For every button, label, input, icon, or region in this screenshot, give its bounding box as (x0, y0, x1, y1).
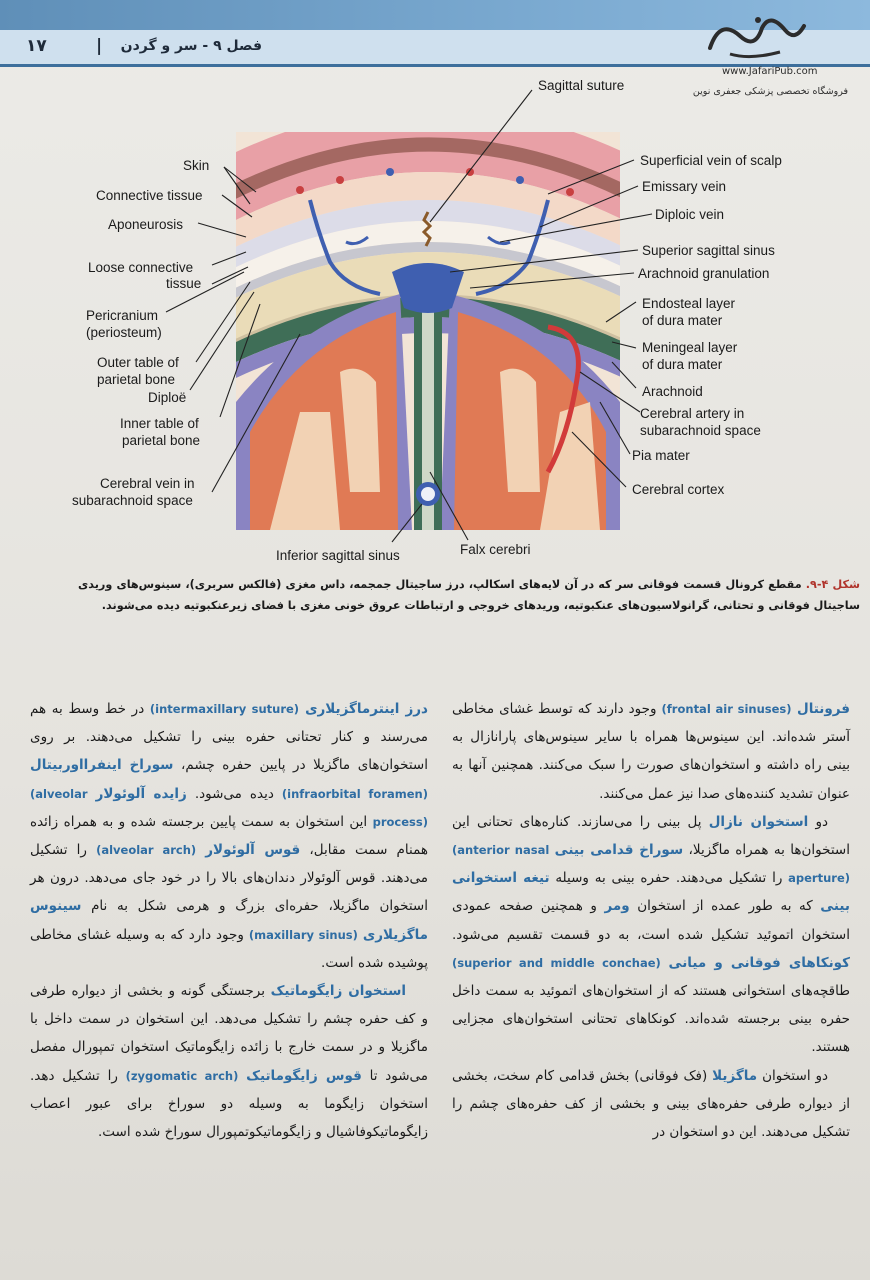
keyword-term: فرونتال (791, 701, 850, 717)
logo-shop-name: فروشگاه تخصصی پزشکی جعفری نوین (692, 86, 848, 97)
keyword-term: تیغه استخوانی بینی (452, 870, 850, 915)
english-term: (alveolar arch) (96, 843, 197, 858)
label-arachnoid: Arachnoid (642, 384, 703, 399)
text-run: دو (808, 813, 829, 830)
right-text-column (452, 695, 850, 1146)
keyword-term: ومر (604, 898, 630, 915)
label-aponeurosis: Aponeurosis (108, 217, 184, 232)
left-text-column (30, 695, 428, 1146)
label-superficial-vein: Superficial vein of scalp (640, 153, 782, 168)
scalp-cross-section-figure (0, 72, 870, 580)
text-run (196, 842, 205, 858)
label-cerebral-artery-2: subarachnoid space (640, 423, 761, 438)
english-term: (alveolar process) (30, 786, 428, 829)
label-outer-table-2: parietal bone (97, 372, 176, 387)
label-emissary-vein: Emissary vein (642, 179, 727, 194)
keyword-term: زایده آلوئولار (95, 785, 187, 802)
text-run: که به طور عمده از استخوان (629, 898, 821, 915)
text-run: در خط وسط به هم می‌رسند و کنار تحتانی حفره بینی را تشکیل می‌دهند. بر روی استخوان‌های ماگزیلا در پایین حفره چشم، (30, 701, 428, 774)
label-cerebral-vein-1: Cerebral vein in (100, 476, 195, 491)
left-paragraph-1 (30, 695, 428, 977)
text-run: طاقچه‌های استخوانی هستند که از استخوان‌های اتموئید به سمت داخل حفره بینی برجسته شده‌اند. کونکاهای تحتانی استخوان‌های مجزایی هستند. (452, 983, 850, 1056)
keyword-term: قوس زایگوماتیک (246, 1067, 362, 1084)
label-diploe: Diploë (148, 390, 187, 405)
right-paragraph-1 (452, 695, 850, 808)
caption-line-2: ساجیتال فوقانی و تحتانی، گرانولاسیون‌های عنکبوتیه، وریدهای خروجی و ارتباطات عروق خونی مغزی با فضای زیرعنکبوتیه دیده می‌شوند. (101, 599, 860, 612)
chapter-title: فصل ۹ - سر و گردن (120, 38, 262, 54)
label-pericranium-2: (periosteum) (86, 325, 162, 340)
label-meningeal-1: Meningeal layer (642, 340, 738, 355)
keyword-term: درز اینترماگزیلاری (299, 701, 428, 717)
figure-number: شکل ۴-۹. (805, 578, 861, 591)
caption-line-1: مقطع کرونال قسمت فوقانی سر که در آن لایه‌های اسکالپ، درز ساجیتال جمجمه، داس مغزی (فالکس سربری)، سینوس‌های وریدی (78, 578, 802, 591)
label-inner-table-1: Inner table of (120, 416, 199, 431)
text-run: (فک فوقانی) بخش قدامی کام سخت، بخشی از دیواره طرفی حفره‌های بینی و بخشی از کف حفره‌های چشم را تشکیل می‌دهند. این دو استخوان در (452, 1067, 850, 1141)
right-paragraph-3 (452, 1062, 850, 1147)
text-run: دو استخوان (757, 1067, 829, 1084)
text-run: این استخوان به سمت پایین برجسته شده و به همراه زائده همنام سمت مقابل، (30, 813, 428, 859)
header-separator: | (96, 36, 103, 56)
label-pericranium-1: Pericranium (86, 308, 159, 323)
label-falx-cerebri: Falx cerebri (460, 542, 531, 557)
label-superior-sagittal-sinus: Superior sagittal sinus (642, 243, 775, 258)
label-arachnoid-granulation: Arachnoid granulation (638, 266, 770, 281)
figure-caption (78, 574, 860, 616)
label-inner-table-2: parietal bone (122, 433, 201, 448)
right-paragraph-2 (452, 808, 850, 1062)
text-run (88, 786, 96, 802)
text-run: وجود دارند که توسط غشای مخاطی آستر شده‌اند. این سینوس‌ها همراه با سایر سینوس‌های پارانازال به بینی راه داشته و استخوان‌های صورت را سبک می‌کنند. همچنین آنها به عنوان تشدید کننده‌های صدا نیز عمل می‌کنند. (452, 701, 850, 802)
publisher-logo (700, 8, 810, 64)
label-loose-connective-2: tissue (166, 276, 202, 291)
keyword-term: قوس آلوئولار (205, 842, 301, 859)
keyword-term: سوراخ اینفرااوربیتال (30, 757, 174, 774)
logo-url: www.JafariPub.com (722, 66, 818, 77)
english-term: (infraorbital foramen) (281, 786, 428, 801)
text-run: را تشکیل می‌دهند. حفره بینی به وسیله (549, 870, 789, 887)
text-run: را تشکیل دهد. استخوان زایگوما به وسیله دو سوراخ برای عبور اعصاب زایگوماتیکوفاشیال و زایگوماتیکوتمپورال سوراخ شده است. (30, 1067, 428, 1141)
label-loose-connective-1: Loose connective (88, 260, 194, 275)
label-cerebral-vein-2: subarachnoid space (72, 493, 193, 508)
text-run: و همچنین صفحه عمودی استخوان اتموئید تشکیل شده است، به دو قسمت تقسیم می‌شود. (452, 898, 850, 943)
english-term: (frontal air sinuses) (661, 702, 792, 716)
label-connective-tissue: Connective tissue (96, 188, 203, 203)
label-skin: Skin (183, 158, 210, 173)
text-run (661, 955, 669, 971)
label-diploic-vein: Diploic vein (655, 207, 725, 222)
text-run: پل بینی را می‌سازند. کناره‌های تحتانی این استخوان‌ها به همراه ماگزیلا، (452, 813, 850, 859)
text-run: وجود دارد که به وسیله غشای مخاطی پوشیده شده است. (30, 926, 428, 971)
label-inferior-sagittal-sinus: Inferior sagittal sinus (276, 548, 400, 563)
keyword-term: استخوان زایگوماتیک (270, 983, 407, 1000)
keyword-term: سینوس ماگزیلاری (30, 898, 429, 943)
label-endosteal-1: Endosteal layer (642, 296, 736, 311)
page-number: ۱۷ (26, 36, 47, 56)
label-endosteal-2: of dura mater (642, 313, 723, 328)
text-run: دیده می‌شود. (186, 785, 282, 802)
label-pia-mater: Pia mater (632, 448, 690, 463)
text-run (238, 1068, 246, 1084)
english-term: (intermaxillary suture) (149, 702, 300, 716)
label-outer-table-1: Outer table of (97, 355, 179, 370)
text-run: برجستگی گونه و بخشی از دیواره طرفی و کف حفره چشم را تشکیل می‌دهد. این استخوان در سمت داخل با ماگزیلا و در سمت خارج با زائده زایگوماتیک استخوان تمپورال مفصل می‌شود تا (30, 983, 429, 1084)
english-term: (maxillary sinus) (248, 927, 358, 942)
keyword-term: ماگزیلا (712, 1067, 758, 1084)
text-run: را تشکیل می‌دهند. قوس آلوئولار دندان‌های بالا را در خود جای می‌دهد. درون هر استخوان ماگزیلا، حفره‌ای بزرگ و هرمی شکل به نام (30, 842, 428, 915)
label-cerebral-cortex: Cerebral cortex (632, 482, 725, 497)
keyword-term: استخوان نازال (708, 813, 809, 830)
keyword-term: سوراخ قدامی بینی (554, 842, 684, 859)
english-term: (zygomatic arch) (125, 1068, 239, 1083)
left-paragraph-2 (30, 977, 428, 1146)
label-sagittal-suture: Sagittal suture (538, 78, 625, 93)
keyword-term: کونکاهای فوقانی و میانی (668, 954, 850, 971)
label-cerebral-artery-1: Cerebral artery in (640, 406, 745, 421)
label-meningeal-2: of dura mater (642, 357, 723, 372)
english-term: (superior and middle conchae) (452, 955, 661, 970)
english-term: (anterior nasal aperture) (452, 843, 850, 886)
